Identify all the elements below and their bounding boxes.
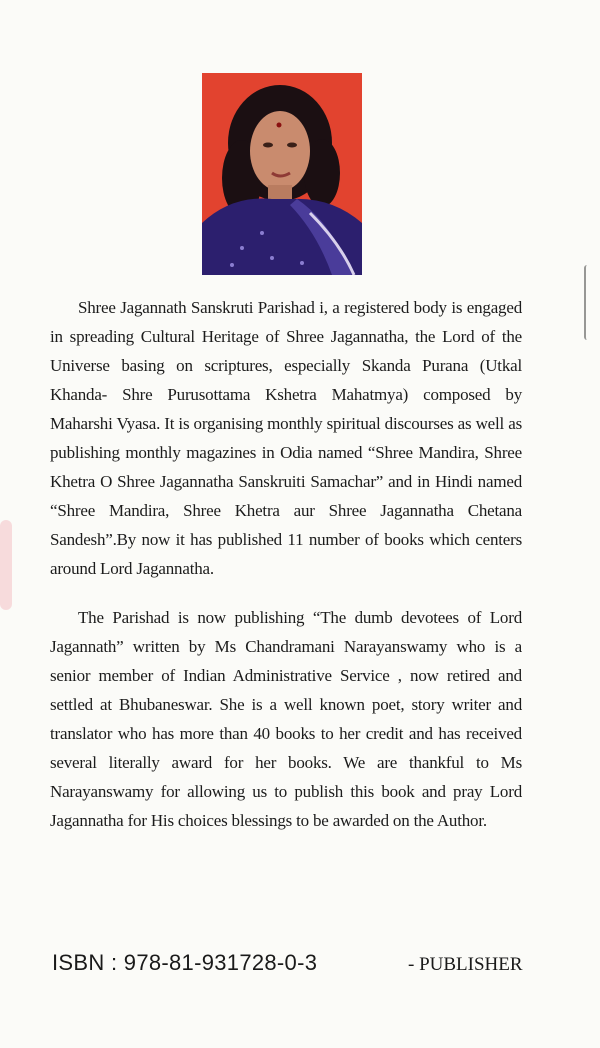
paragraph-parishad-intro: Shree Jagannath Sanskruti Parishad i, a registered body is engaged in spreading Cultural Heritage of Shree Jagannatha, the Lord of the Universe basing on scriptures, especially Skanda Purana (Utkal Khanda- Shre Purusottama Kshetra Mahatmya) composed by Maharshi Vyasa. It is organising monthly spiritual discourses as well as publishing monthly magazines in Odia named “Shree Mandira, Shree Khetra O Shree Jagannatha Sanskruiti Samachar” and in Hindi named “Shree Mandira, Shree Khetra aur Shree Jagannatha Chetana Sandesh”.By now it has published 11 number of books which centers around Lord Jagannatha. <box>50 298 522 578</box>
page-edge-shadow <box>0 520 12 610</box>
page-edge-mark <box>584 265 591 340</box>
isbn-number: ISBN : 978-81-931728-0-3 <box>52 950 318 975</box>
author-portrait-image <box>202 73 362 275</box>
publisher-signature: - PUBLISHER <box>408 954 523 975</box>
paragraph-book-announcement: The Parishad is now publishing “The dumb devotees of Lord Jagannath” written by Ms Chandramani Narayanswamy who is a senior member of Indian Administrative Service , now retired and settled at Bhubaneswar. She is a well known poet, story writer and translator who has more than 40 books to her credit and has received several literally award for her books. We are thankful to Ms Narayanswamy for allowing us to publish this book and pray Lord Jagannatha for His choices blessings to be awarded on the Author. <box>50 608 522 830</box>
publisher-note <box>50 293 522 835</box>
author-photo <box>202 73 362 275</box>
